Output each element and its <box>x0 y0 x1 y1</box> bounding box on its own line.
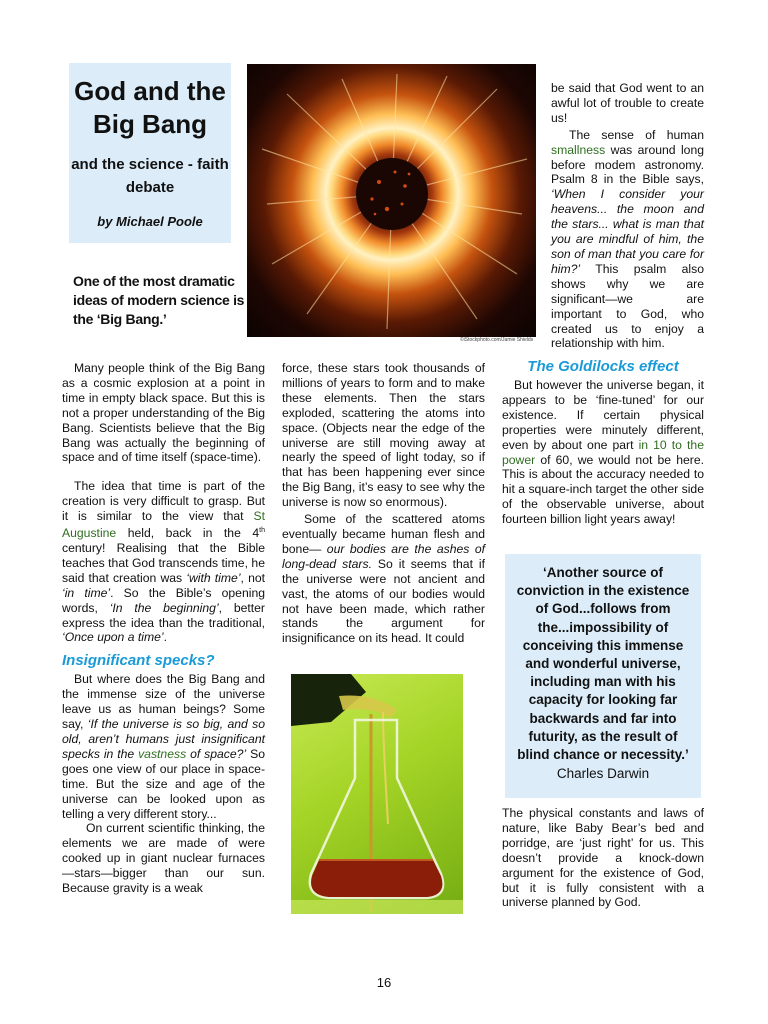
flask-photo <box>291 674 463 914</box>
quote-box <box>505 554 701 798</box>
lead-text: One of the most dramatic ideas of modern science is the ‘Big Bang.’ <box>73 273 245 327</box>
flask-illustration <box>291 674 463 914</box>
col2-paragraph-2: Some of the scattered atoms eventually became human flesh and bone— our bodies are the ashes of long-dead stars. So it seems that if the universe were not ancient and vast, the atoms of our bodies would not have been made, which rather stands the argument for insignificance on its head. It could <box>282 512 486 646</box>
col3-paragraph-4: The physical constants and laws of nature, like Baby Bear’s bed and porridge, are ‘just right’ for us. This doesn’t provide a knock-down argument for the existence of God, but it is fully consistent with a universe planned by God. <box>502 806 704 910</box>
column-1 <box>62 361 265 896</box>
col1-paragraph-4: On current scientific thinking, the elements we are made of were cooked up in giant nuclear furnaces—stars—bigger than our sun. Because gravity is a weak <box>62 821 265 896</box>
col1-paragraph-1: Many people think of the Big Bang as a cosmic explosion at a point in time in empty black space. But this is not a proper understanding of the Big Bang. Scientists believe that the Big Bang was actually the beginning of space and of time itself (space-time). <box>62 361 265 465</box>
col3-paragraph-3: But however the universe began, it appears to be ‘fine-tuned’ for our existence. If certain physical properties were minutely different, even by about one part in 10 to the power of 60, we would not be here. This is about the accuracy needed to hit a square-inch target the other side of the observable universe, about fourteen billion light years away! <box>502 378 704 527</box>
article-title: God and the Big Bang <box>74 76 226 139</box>
explosion-rays <box>247 64 536 337</box>
column-3-bottom <box>502 358 704 527</box>
quote-attribution: Charles Darwin <box>556 766 650 782</box>
col2-paragraph-1: force, these stars took thousands of millions of years to form and to make these elements. Then the stars exploded, scattering the atoms into space. (Objects near the edge of the universe are still moving away at nearly the speed of light today, so if that has been happening ever since the Big Bang, it’s easy to see why the universe is now so enormous). <box>282 361 485 510</box>
title-box <box>69 63 231 243</box>
article-subtitle: and the science - faith debate <box>71 156 229 196</box>
col1-paragraph-3: But where does the Big Bang and the immense size of the universe leave us as human beings? Some say, ‘If the universe is so big, and so old, aren’t humans just insignificant specks in the vastness of space?’ So goes one view of our place in space-time. But the size and age of the universe can be looked upon as telling a very different story... <box>62 672 265 821</box>
darwin-quote: ‘Another source of conviction in the existence of God...follows from the...impossibility of conceiving this immense and wonderful universe, including man with his capacity for looking far backwards and far into futurity, as the result of blind chance or necessity.’ <box>516 565 690 763</box>
page-number: 16 <box>376 975 392 990</box>
col3-paragraph-1: be said that God went to an awful lot of trouble to create us! <box>551 81 704 125</box>
col3-paragraph-2: The sense of human smallness was around long before modem astronomy. Psalm 8 in the Bible says, ‘When I consider your heavens... the moon and the stars... what is man that you are mindful of him, the son of man that you care for him?’ This psalm also shows why we are significant—we are important to God, who created us to enjoy a relationship with him. <box>551 127 704 351</box>
col1-paragraph-2: The idea that time is part of the creation is very difficult to grasp. But it is similar to the view that St Augustine held, back in the 4th century! Realising that the Bible teaches that God transcends time, he said that creation was ‘with time’, not ‘in time’. So the Bible’s opening words, ‘In the beginning’, better express the idea than the traditional, ‘Once upon a time’. <box>62 479 266 645</box>
section-heading-goldilocks: The Goldilocks effect <box>527 358 679 375</box>
column-2 <box>282 361 485 646</box>
article-author: by Michael Poole <box>97 214 203 229</box>
photo-credit: ©iStockphoto.com/Jamie Shields <box>460 337 534 343</box>
column-3-top <box>551 81 704 351</box>
big-bang-photo <box>247 64 536 337</box>
section-heading-insignificant-specks: Insignificant specks? <box>62 652 215 670</box>
